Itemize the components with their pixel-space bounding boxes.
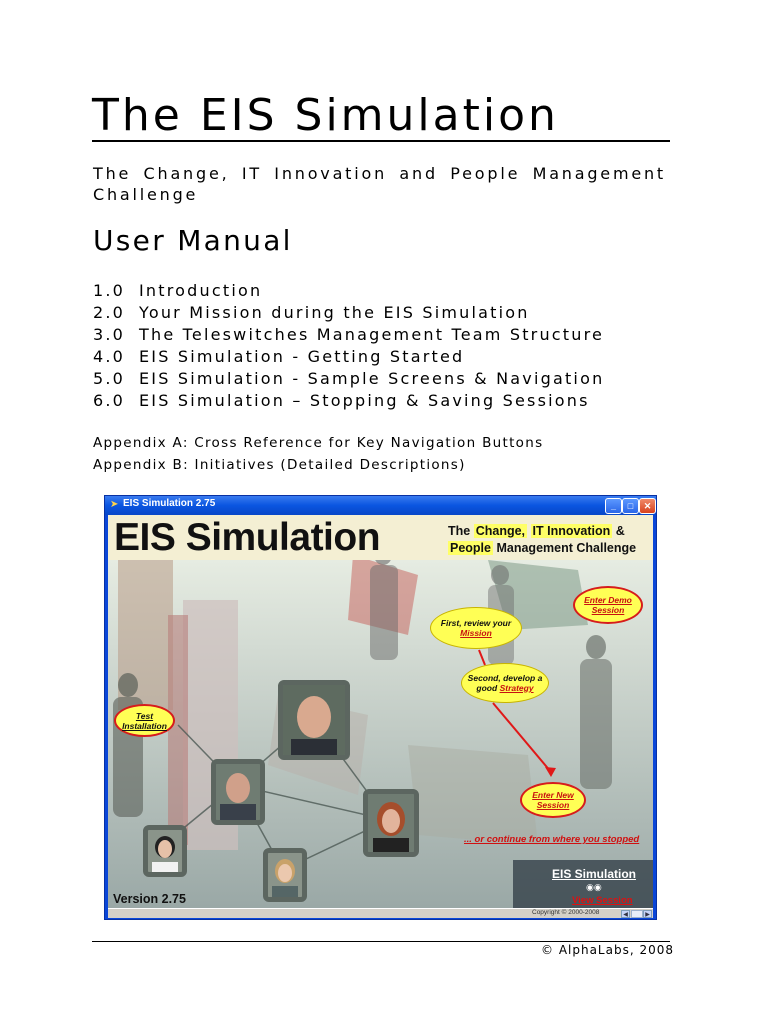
view-session-link[interactable]: View Session [572, 895, 633, 906]
appendix-a: Appendix A: Cross Reference for Key Navigation Buttons [93, 435, 544, 451]
review-mission-button[interactable] [430, 607, 522, 649]
version-label: Version 2.75 [113, 892, 186, 906]
document-subtitle: The Change, IT Innovation and People Management Challenge [93, 164, 666, 204]
portrait-manager-2[interactable] [211, 759, 265, 825]
block-shape [408, 745, 538, 845]
toc-item [93, 346, 604, 368]
tagline-highlight: People [450, 541, 491, 555]
test-installation-label: Test Installation [122, 710, 167, 731]
toc-number: 2.0 [93, 303, 126, 322]
person-silhouette [491, 565, 509, 585]
toc-item [93, 280, 604, 302]
toc-number: 4.0 [93, 347, 126, 366]
toc-label: The Teleswitches Management Team Structure [139, 325, 605, 344]
toc-number: 6.0 [93, 391, 126, 410]
scrollbar-track[interactable] [631, 910, 643, 918]
window-titlebar [105, 496, 656, 515]
window-title: EIS Simulation 2.75 [123, 498, 216, 509]
portrait-manager-4[interactable] [143, 825, 187, 877]
close-icon[interactable]: ✕ [639, 498, 656, 514]
person-silhouette [370, 565, 398, 660]
toc-item [93, 302, 604, 324]
mission-link[interactable]: Mission [460, 628, 492, 638]
toc-number: 1.0 [93, 281, 126, 300]
toc-label: EIS Simulation – Stopping & Saving Sessions [139, 391, 590, 410]
toc-label: EIS Simulation - Sample Screens & Navigation [139, 369, 605, 388]
tagline-word: & [615, 524, 625, 538]
toc-item [93, 324, 604, 346]
new-session-label: Enter New Session [532, 790, 574, 810]
enter-new-session-button[interactable] [520, 782, 586, 818]
portrait-senior-manager[interactable] [278, 680, 350, 760]
person-photo-icon [148, 830, 182, 872]
toc-item [93, 390, 604, 412]
tagline-word: Management Challenge [496, 541, 637, 555]
person-photo-icon [283, 685, 345, 755]
app-title: EIS Simulation [114, 516, 381, 559]
simulation-splash [108, 515, 653, 918]
eis-simulation-badge: EIS Simulation [552, 867, 637, 881]
demo-session-label: Enter Demo Session [584, 595, 632, 615]
person-photo-icon [368, 794, 414, 852]
eyes-icon: ◉◉ [586, 883, 602, 893]
strategy-prefix: Second, develop a good [467, 673, 543, 693]
enter-demo-session-button[interactable] [573, 586, 643, 624]
portrait-manager-5[interactable] [263, 848, 307, 902]
minimize-icon[interactable]: _ [605, 498, 622, 514]
maximize-icon[interactable]: □ [622, 498, 639, 514]
toc-label: Your Mission during the EIS Simulation [139, 303, 530, 322]
continue-session-link[interactable]: ... or continue from where you stopped [464, 834, 640, 845]
develop-strategy-button[interactable] [461, 663, 549, 703]
test-installation-button[interactable] [114, 704, 175, 737]
scroll-left-icon[interactable]: ◀ [621, 910, 630, 918]
copyright-footer: © AlphaLabs, 2008 [541, 943, 675, 957]
strategy-link[interactable]: Strategy [499, 683, 534, 693]
portrait-manager-3[interactable] [363, 789, 419, 857]
tagline-highlight: Change, [475, 524, 526, 538]
person-silhouette [118, 673, 138, 697]
mission-prefix: First, review your [440, 618, 512, 628]
appendix-b: Appendix B: Initiatives (Detailed Descriptions) [93, 457, 466, 473]
toc-label: Introduction [139, 281, 263, 300]
document-title: The EIS Simulation [92, 90, 559, 141]
tagline-word: The [448, 524, 471, 538]
person-photo-icon [216, 764, 260, 820]
person-silhouette [580, 659, 612, 789]
tagline-highlight: IT Innovation [532, 524, 611, 538]
toc-number: 3.0 [93, 325, 126, 344]
copyright-small: Copyright © 2000-2008 [532, 909, 600, 916]
table-of-contents [93, 280, 604, 412]
footer-rule [92, 941, 670, 942]
toc-item [93, 368, 604, 390]
app-icon: ➤ [110, 499, 119, 510]
title-underline [92, 140, 670, 142]
person-photo-icon [268, 853, 302, 897]
manual-heading: User Manual [93, 224, 293, 257]
status-bar [108, 908, 653, 918]
person-silhouette [586, 635, 606, 659]
scroll-right-icon[interactable]: ▶ [643, 910, 652, 918]
app-tagline [448, 523, 636, 557]
simulation-window-screenshot [104, 495, 657, 920]
toc-label: EIS Simulation - Getting Started [139, 347, 465, 366]
toc-number: 5.0 [93, 369, 126, 388]
